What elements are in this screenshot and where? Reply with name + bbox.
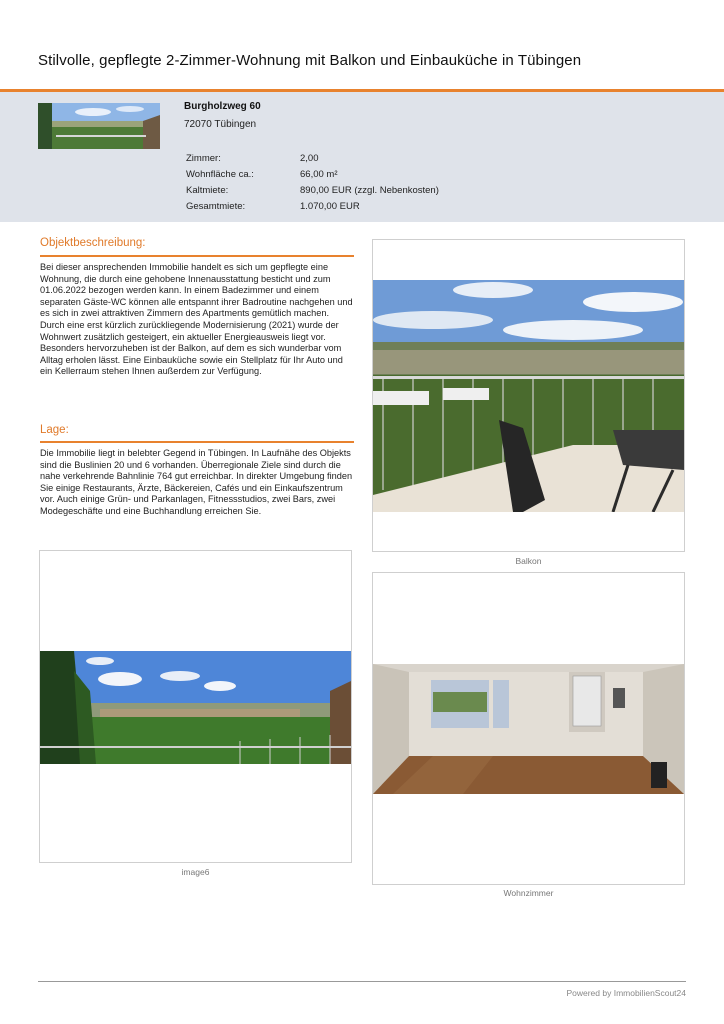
balkon-photo[interactable]	[372, 239, 685, 552]
address-street: Burgholzweg 60	[184, 101, 261, 112]
fact-value: 1.070,00 EUR	[300, 200, 360, 212]
location-text: Die Immobilie liegt in belebter Gegend in Tübingen. In Laufnähe des Objekts sind die Buslinien 20 und 6 vorhanden. Überregionale Ziele sind durch die nahe verkehrende Bahnlinie 764 gut erreichbar. In direkter Umgebung finden Sie einige Restaurants, Ärzte, Bäckereien, Cafés und ein Einkaufszentrum vor. Auch einige Grün- und Parkanlagen, Fitnessstudios, zwei Bars, zwei Modegeschäfte und eine Buchhandlung erreichen Sie.	[40, 448, 353, 516]
fact-label: Gesamtmiete:	[186, 200, 246, 212]
thumbnail-image[interactable]	[38, 103, 160, 149]
facts-table	[186, 150, 439, 214]
fact-label: Wohnfläche ca.:	[186, 168, 254, 180]
fact-label: Kaltmiete:	[186, 184, 229, 196]
address-city: 72070 Tübingen	[184, 119, 257, 130]
location-divider	[40, 441, 354, 443]
fact-row	[186, 166, 439, 182]
location-heading: Lage:	[40, 424, 69, 436]
page-title: Stilvolle, gepflegte 2-Zimmer-Wohnung mit Balkon und Einbauküche in Tübingen	[38, 52, 582, 69]
description-heading: Objektbeschreibung:	[40, 237, 146, 249]
wohnzimmer-caption: Wohnzimmer	[503, 888, 554, 898]
fact-value: 2,00	[300, 152, 319, 164]
description-text: Bei dieser ansprechenden Immobilie handelt es sich um gepflegte eine Wohnung, die durch eine gehobene Innenausstattung besticht und zum 01.06.2022 bezogen werden kann. In einem Badezimmer und einem separaten Gäste-WC können alle entspannt ihrer Badroutine nachgehen und es sich in zwei attraktiven Zimmern des Apartments gemütlich machen. Durch eine erst kürzlich zurückliegende Modernisierung (2021) wurde der Wohnwert zusätzlich gesteigert, ein aktueller Energieausweis liegt vor. Besonders hervorzuheben ist der Balkon, auf dem es sich wunderbar vom Alltag erholen lässt. Eine Einbauküche sowie ein Stellplatz für Ihr Auto und ein Kellerraum stehen Ihnen außerdem zur Verfügung.	[40, 262, 353, 377]
image6-caption: image6	[181, 867, 210, 877]
image6-photo[interactable]	[39, 550, 352, 863]
powered-by-text: Powered by ImmobilienScout24	[566, 988, 686, 998]
description-divider	[40, 255, 354, 257]
fact-row	[186, 182, 439, 198]
footer-divider	[38, 981, 686, 982]
fact-value: 890,00 EUR (zzgl. Nebenkosten)	[300, 184, 439, 196]
fact-row	[186, 150, 439, 166]
wohnzimmer-photo[interactable]	[372, 572, 685, 885]
fact-value: 66,00 m²	[300, 168, 338, 180]
balkon-caption: Balkon	[515, 556, 542, 566]
fact-row	[186, 198, 439, 214]
fact-label: Zimmer:	[186, 152, 221, 164]
